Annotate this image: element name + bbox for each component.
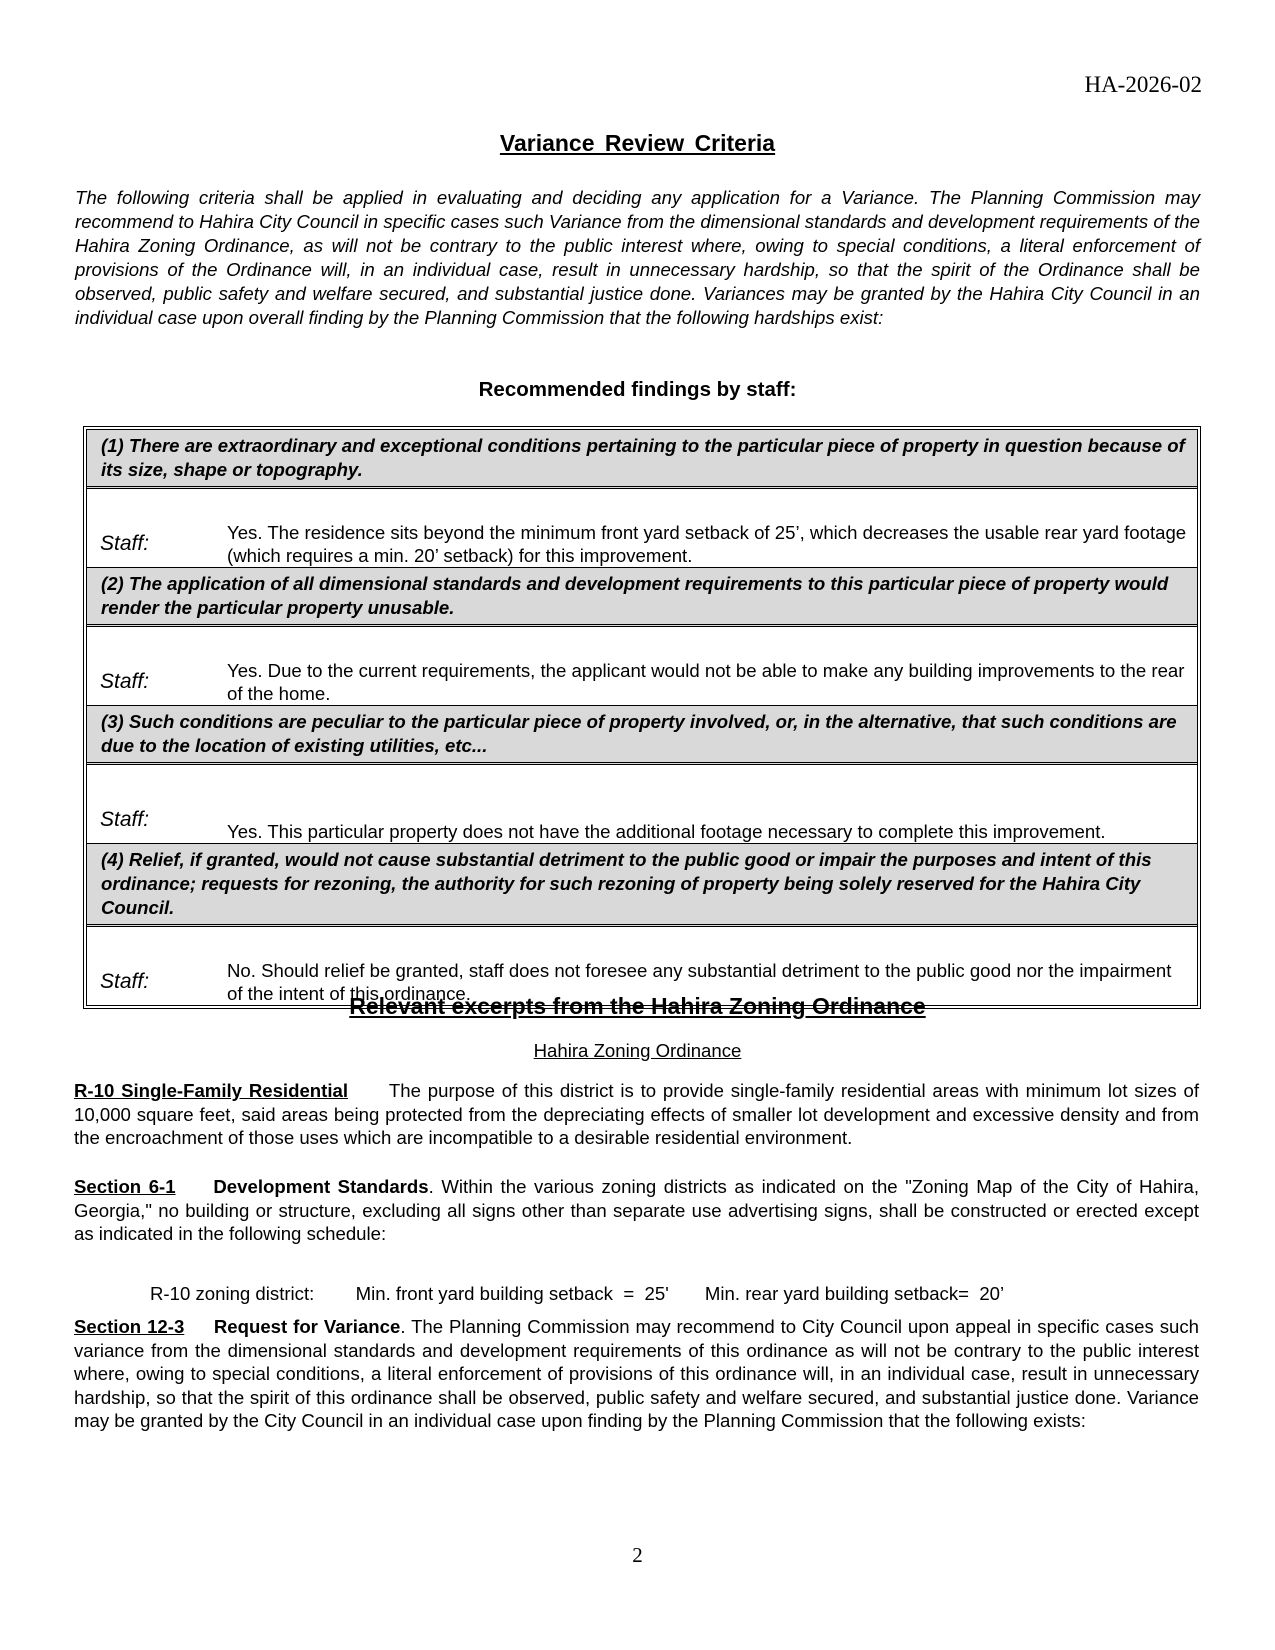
staff-finding: No. Should relief be granted, staff does not foresee any substantial detriment to the public good nor the impairment of the intent of this ordinance. [227, 960, 1172, 1004]
r10-paragraph [74, 1079, 1199, 1150]
criterion-row [87, 706, 1197, 765]
staff-finding: Yes. This particular property does not have the additional footage necessary to complete this improvement. [223, 765, 1197, 844]
criterion-text: (4) Relief, if granted, would not cause substantial detriment to the public good or impair the purposes and intent of this ordinance; requests for rezoning, the authority for such rezoning of property being solely reserved for the Hahira City Council. [87, 844, 1197, 927]
section-6-1-heading: Section 6-1 [74, 1176, 176, 1197]
setback-schedule [150, 1283, 1004, 1305]
section-6-1-paragraph [74, 1175, 1199, 1246]
schedule-front-setback: Min. front yard building setback = 25' [355, 1283, 669, 1304]
page-number: 2 [632, 1543, 643, 1567]
findings-heading: Recommended findings by staff: [478, 378, 797, 401]
section-12-3-paragraph [74, 1315, 1199, 1433]
criteria-table [86, 429, 1198, 1006]
staff-label: Staff: [87, 627, 223, 706]
page-title: Variance Review Criteria [499, 130, 776, 156]
section-12-3-text: . The Planning Commission may recommend to City Council upon appeal in specific cases such variance from the dimensional standards and development requirements of this ordinance as will not be contrary to the public interest where, owing to special conditions, a literal enforcement of provisions of this ordinance will, in an individual case, result in unnecessary hardship, so that the spirit of this ordinance shall be observed, public safety and welfare secured, and substantial justice done. Variance may be granted by the City Council in an individual case upon finding by the Planning Commission that the following exists: [74, 1316, 1199, 1431]
ordinance-name: Hahira Zoning Ordinance [533, 1040, 742, 1061]
schedule-district: R-10 zoning district: [150, 1283, 315, 1304]
excerpts-heading: Relevant excerpts from the Hahira Zoning Ordinance [349, 993, 926, 1019]
section-6-1-text: . Within the various zoning districts as indicated on the "Zoning Map of the City of Hahira, Georgia," no building or structure, excluding all signs other than separate use advertising signs, shall be constructed or erected except as indicated in the following schedule: [74, 1176, 1199, 1244]
schedule-rear-setback: Min. rear yard building setback= 20’ [704, 1283, 1005, 1304]
staff-finding: Yes. The residence sits beyond the minimum front yard setback of 25’, which decreases the usable rear yard footage (which requires a min. 20’ setback) for this improvement. [223, 489, 1197, 568]
staff-finding-row [87, 765, 1197, 844]
criterion-text: (1) There are extraordinary and exceptional conditions pertaining to the particular piece of property in question because of its size, shape or topography. [87, 430, 1197, 489]
criterion-text: (2) The application of all dimensional standards and development requirements to this particular piece of property would render the particular property unusable. [87, 568, 1197, 627]
section-12-3-subtitle: Request for Variance [213, 1316, 401, 1337]
staff-finding-row [87, 627, 1197, 706]
r10-text: The purpose of this district is to provide single-family residential areas with minimum lot sizes of 10,000 square feet, said areas being protected from the depreciating effects of smaller lot development and excessive density and from the encroachment of those uses which are incompatible to a desirable residential environment. [74, 1080, 1199, 1148]
criterion-row [87, 844, 1197, 927]
section-6-1-subtitle: Development Standards [213, 1176, 429, 1197]
intro-paragraph: The following criteria shall be applied in evaluating and deciding any application for a Variance. The Planning Commission may recommend to Hahira City Council in specific cases such Variance from the dimensional standards and development requirements of the Hahira Zoning Ordinance, as will not be contrary to the public interest where, owing to special conditions, a literal enforcement of provisions of the Ordinance will, in an individual case, result in unnecessary hardship, so that the spirit of the Ordinance shall be observed, public safety and welfare secured, and substantial justice done. Variances may be granted by the Hahira City Council in an individual case upon overall finding by the Planning Commission that the following hardships exist: [75, 187, 1200, 328]
staff-finding-row [87, 489, 1197, 568]
criterion-text: (3) Such conditions are peculiar to the particular piece of property involved, or, in the alternative, that such conditions are due to the location of existing utilities, etc... [87, 706, 1197, 765]
staff-label: Staff: [87, 489, 223, 568]
case-id: HA-2026-02 [1084, 72, 1202, 97]
section-12-3-heading: Section 12-3 [74, 1316, 185, 1337]
r10-heading: R-10 Single-Family Residential [74, 1080, 349, 1101]
staff-label: Staff: [87, 765, 223, 844]
criterion-row [87, 430, 1197, 489]
staff-finding: Yes. Due to the current requirements, the applicant would not be able to make any building improvements to the rear of the home. [223, 627, 1197, 706]
criterion-row [87, 568, 1197, 627]
staff-label: Staff: [100, 969, 150, 993]
